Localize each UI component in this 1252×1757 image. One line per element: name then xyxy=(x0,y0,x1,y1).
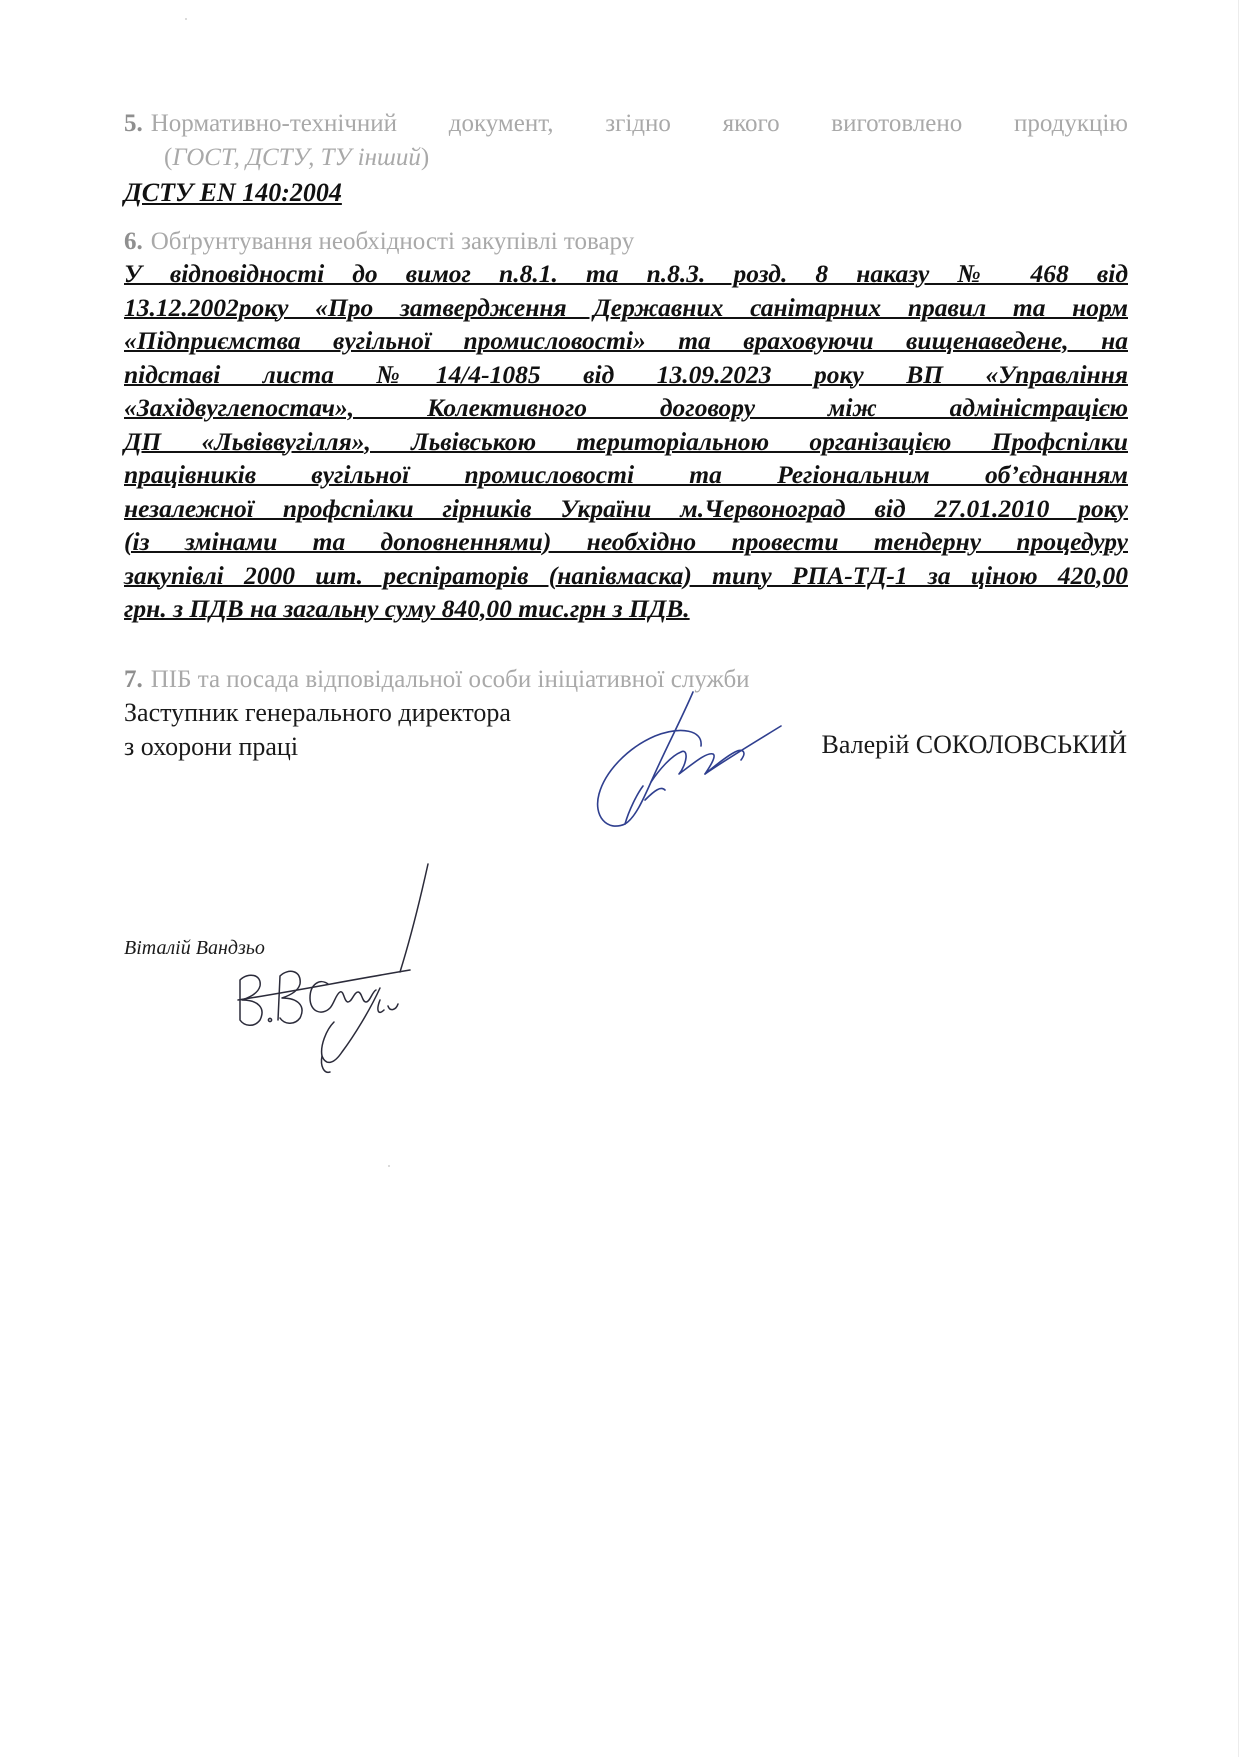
visa-name: Віталій Вандзьо xyxy=(124,937,265,959)
justification-line: У відповідності до вимог п.8.1. та п.8.3. розд. 8 наказу № 468 від xyxy=(124,259,1128,288)
section-5-number: 5. xyxy=(124,110,143,137)
justification-line: (із змінами та доповненнями) необхідно провести тендерну процедуру xyxy=(124,527,1128,556)
justification-line: закупівлі 2000 шт. респіраторів (напівмаска) типу РПА-ТД-1 за ціною 420,00 xyxy=(124,560,1128,590)
paren-open: ( xyxy=(164,144,173,171)
signature-icon xyxy=(585,690,785,830)
position-line-2: з охорони праці xyxy=(124,732,299,761)
standard-value: ДСТУ EN 140:2004 xyxy=(124,178,342,207)
justification-line: «Західвуглепостач», Колективного договору між адміністрацією xyxy=(124,393,1128,422)
justification-line: 13.12.2002року «Про затвердження Державних санітарних правил та норм xyxy=(124,292,1128,322)
section-6-heading-text: Обґрунтування необхідності закупівлі товару xyxy=(150,228,635,255)
signer-name: Валерій СОКОЛОВСЬКИЙ xyxy=(821,730,1127,759)
justification-text xyxy=(124,257,1128,626)
section-6-number: 6. xyxy=(124,228,143,255)
standard-types: ГОСТ, ДСТУ, ТУ інший xyxy=(172,144,421,171)
section-5-heading-text: Нормативно-технічний документ, згідно якого виготовлено продукцію xyxy=(150,110,1128,137)
section-7-number: 7. xyxy=(124,666,143,693)
justification-line: працівників вугільної промисловості та Регіональним об’єднанням xyxy=(124,460,1128,489)
paren-close: ) xyxy=(420,144,430,171)
visa-signature-icon xyxy=(230,860,450,1080)
section-5-standard-types xyxy=(164,141,429,175)
justification-line: незалежної профспілки гірників України м.Червоноград від 27.01.2010 року xyxy=(124,493,1128,523)
section-6-heading xyxy=(124,225,1128,259)
justification-line: «Підприємства вугільної промисловості» та враховуючи вищенаведене, на xyxy=(124,326,1128,355)
scan-speck xyxy=(388,1165,390,1167)
position-line-1: Заступник генерального директора xyxy=(124,698,511,727)
scan-edge-line xyxy=(1238,0,1239,1757)
justification-line: грн. з ПДВ на загальну суму 840,00 тис.грн з ПДВ. xyxy=(124,594,690,623)
justification-line: ДП «Львіввугілля», Львівською територіальною організацією Профспілки xyxy=(124,426,1128,456)
responsible-position xyxy=(124,696,511,764)
justification-line: підставі листа №14/4-1085 від 13.09.2023 року ВП «Управління xyxy=(124,359,1128,389)
section-5-heading xyxy=(124,107,1128,141)
scan-speck xyxy=(185,18,187,20)
section-7-heading-text: ПІБ та посада відповідальної особи ініціативної служби xyxy=(150,666,750,693)
